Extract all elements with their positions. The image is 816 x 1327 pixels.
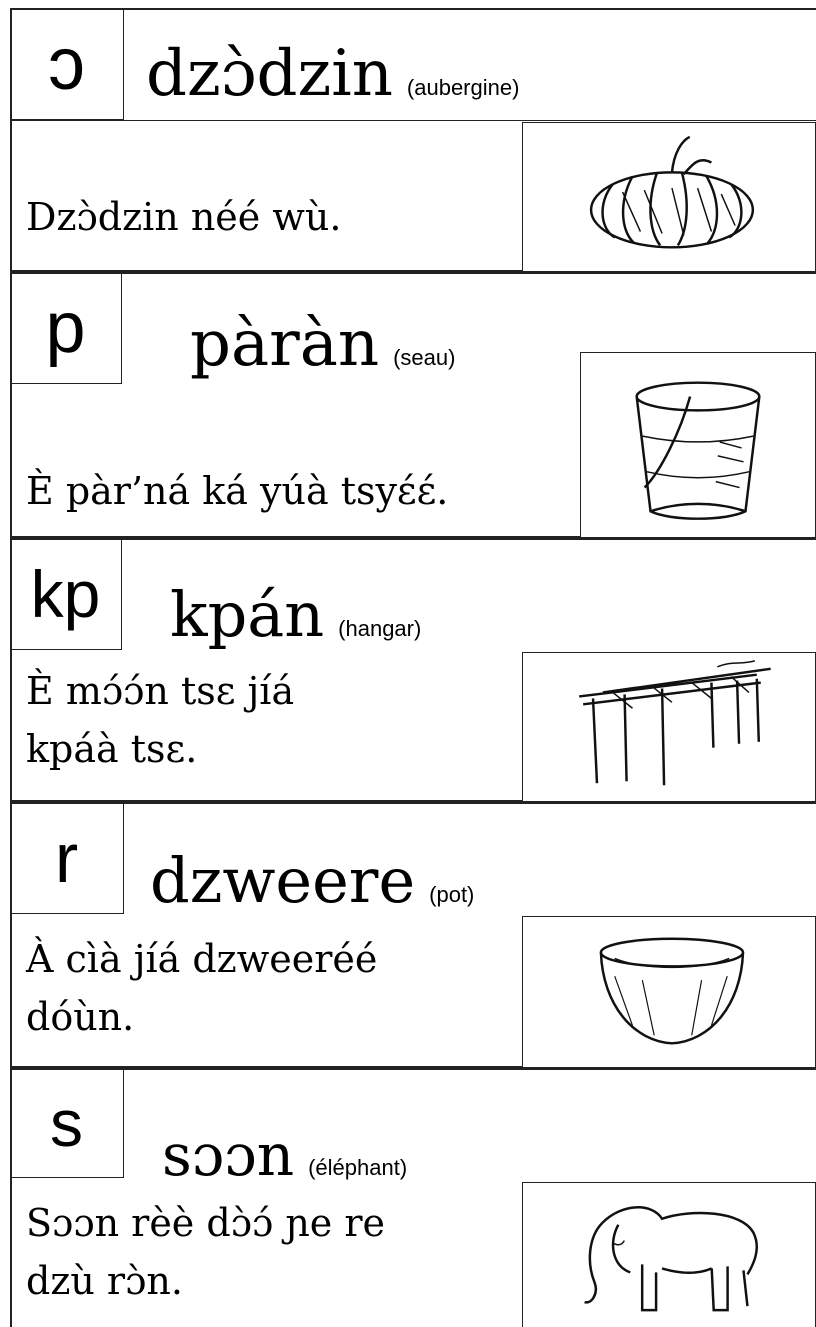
keyword-text: sɔɔn (162, 1121, 295, 1189)
sentence-line: dóùn. (26, 995, 135, 1039)
sentence-line: kpáà tsɛ. (26, 727, 198, 771)
keyword-text: kpán (170, 578, 325, 651)
aubergine-drawing (522, 122, 816, 272)
pot-icon (523, 917, 815, 1067)
keyword-text: dzɔ̀dzin (146, 37, 393, 111)
example-sentence (26, 662, 294, 778)
sentence-line: dzù rɔ̀n. (26, 1259, 183, 1303)
gloss-text: (pot) (429, 882, 475, 907)
pot-drawing (522, 916, 816, 1068)
example-sentence (26, 188, 341, 246)
letter-box: ɔ (10, 8, 124, 120)
letter-box: p (10, 272, 122, 384)
sentence-line: È pàr’ná ká yúà tsyɛ́ɛ́. (26, 469, 449, 513)
gloss-text: (seau) (393, 345, 456, 370)
letter-box: s (10, 1068, 124, 1178)
sentence-line: È mɔ́ɔ́n tsɛ jíá (26, 669, 295, 713)
example-sentence (26, 462, 448, 520)
bucket-drawing (580, 352, 816, 538)
keyword (170, 578, 422, 651)
sentence-line: Dzɔ̀dzin néé wù. (26, 195, 342, 239)
aubergine-icon (523, 123, 815, 271)
sentence-line: À cìà jíá dzweeréé (26, 937, 378, 981)
sentence-line: Sɔɔn rèè dɔ̀ɔ́ ɲe re (26, 1201, 386, 1245)
shed-icon (523, 653, 815, 801)
divider (10, 120, 816, 121)
keyword (190, 307, 456, 381)
gloss-text: (aubergine) (406, 75, 520, 100)
shed-drawing (522, 652, 816, 802)
bucket-icon (581, 353, 815, 537)
elephant-icon (523, 1183, 815, 1327)
example-sentence (26, 1194, 385, 1310)
keyword (162, 1121, 408, 1189)
keyword-text: pàràn (190, 307, 380, 381)
letter-box: r (10, 802, 124, 914)
keyword (150, 844, 475, 917)
keyword (146, 37, 520, 111)
elephant-drawing (522, 1182, 816, 1327)
example-sentence (26, 930, 377, 1046)
gloss-text: (hangar) (338, 616, 422, 641)
keyword-text: dzweere (150, 844, 416, 917)
letter-box: kp (10, 538, 122, 650)
gloss-text: (éléphant) (308, 1155, 408, 1180)
